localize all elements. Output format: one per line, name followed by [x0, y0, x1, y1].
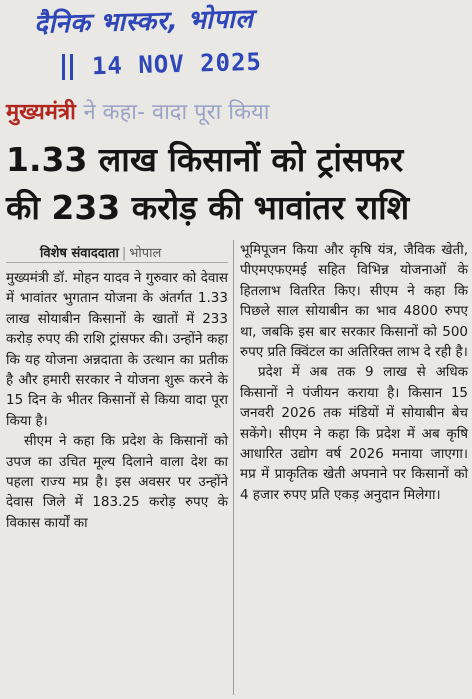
headline — [6, 136, 468, 232]
byline-separator: | — [121, 246, 127, 261]
kicker-text: ने कहा- वादा पूरा किया — [83, 100, 270, 125]
byline-place: भोपाल — [129, 246, 162, 261]
kicker-speaker: मुख्यमंत्री — [6, 100, 76, 125]
newspaper-source-stamp: दैनिक भास्कर, भोपाल — [33, 4, 254, 40]
article-paragraph: मुख्यमंत्री डॉ. मोहन यादव ने गुरुवार को देवास में भावांतर भुगतान योजना के अंतर्गत 1.33 लाख सोयाबीन किसानों के खातों में 233 करोड़ रुपए की राशि ट्रांसफर की। उन्होंने कहा कि यह योजना अन्नदाता के उत्थान का प्रतीक है और हमारी सरकार ने योजना शुरू करने के 15 दिन के भीतर किसानों से किया वादा पूरा किया है। — [6, 270, 228, 429]
article-column-right — [240, 240, 468, 505]
stamp-bar-mark — [62, 54, 65, 80]
date-stamp: 14 NOV 2025 — [91, 47, 263, 81]
byline — [40, 243, 161, 261]
column-divider — [233, 240, 234, 695]
article-paragraph: भूमिपूजन किया और कृषि यंत्र, जैविक खेती, पीएमएफएमई सहित विभिन्न योजनाओं के हितलाभ वितरित किए। सीएम ने कहा कि पिछले साल सोयाबीन का भाव 4800 रुपए था, जबकि इस बार सरकार किसानों को 500 रुपए प्रति क्विंटल का अतिरिक्त लाभ दे रही है। — [240, 242, 468, 361]
kicker-line — [6, 96, 468, 132]
byline-author: विशेष संवाददाता — [40, 246, 119, 261]
byline-rule — [6, 262, 228, 263]
headline-line-1: 1.33 लाख किसानों को ट्रांसफर — [6, 140, 404, 179]
article-paragraph: सीएम ने कहा कि प्रदेश के किसानों को उपज का उचित मूल्य दिलाने वाला देश का पहला राज्य मप्र है। इस अवसर पर उन्होंने देवास जिले में 183.25 करोड़ रुपए के विकास कार्यों का — [6, 433, 228, 531]
article-paragraph: प्रदेश में अब तक 9 लाख से अधिक किसानों ने पंजीयन कराया है। किसान 15 जनवरी 2026 तक मंडियों में सोयाबीन बेच सकेंगे। सीएम ने कहा कि प्रदेश में अब कृषि आधारित उद्योग वर्ष 2026 मनाया जाएगा। मप्र में प्राकृतिक खेती अपनाने पर किसानों को 4 हजार रुपए प्रति एकड़ अनुदान मिलेगा। — [240, 364, 468, 503]
article-column-left — [6, 268, 228, 533]
headline-line-2: की 233 करोड़ की भावांतर राशि — [6, 188, 410, 227]
stamp-bar-mark — [70, 54, 73, 80]
